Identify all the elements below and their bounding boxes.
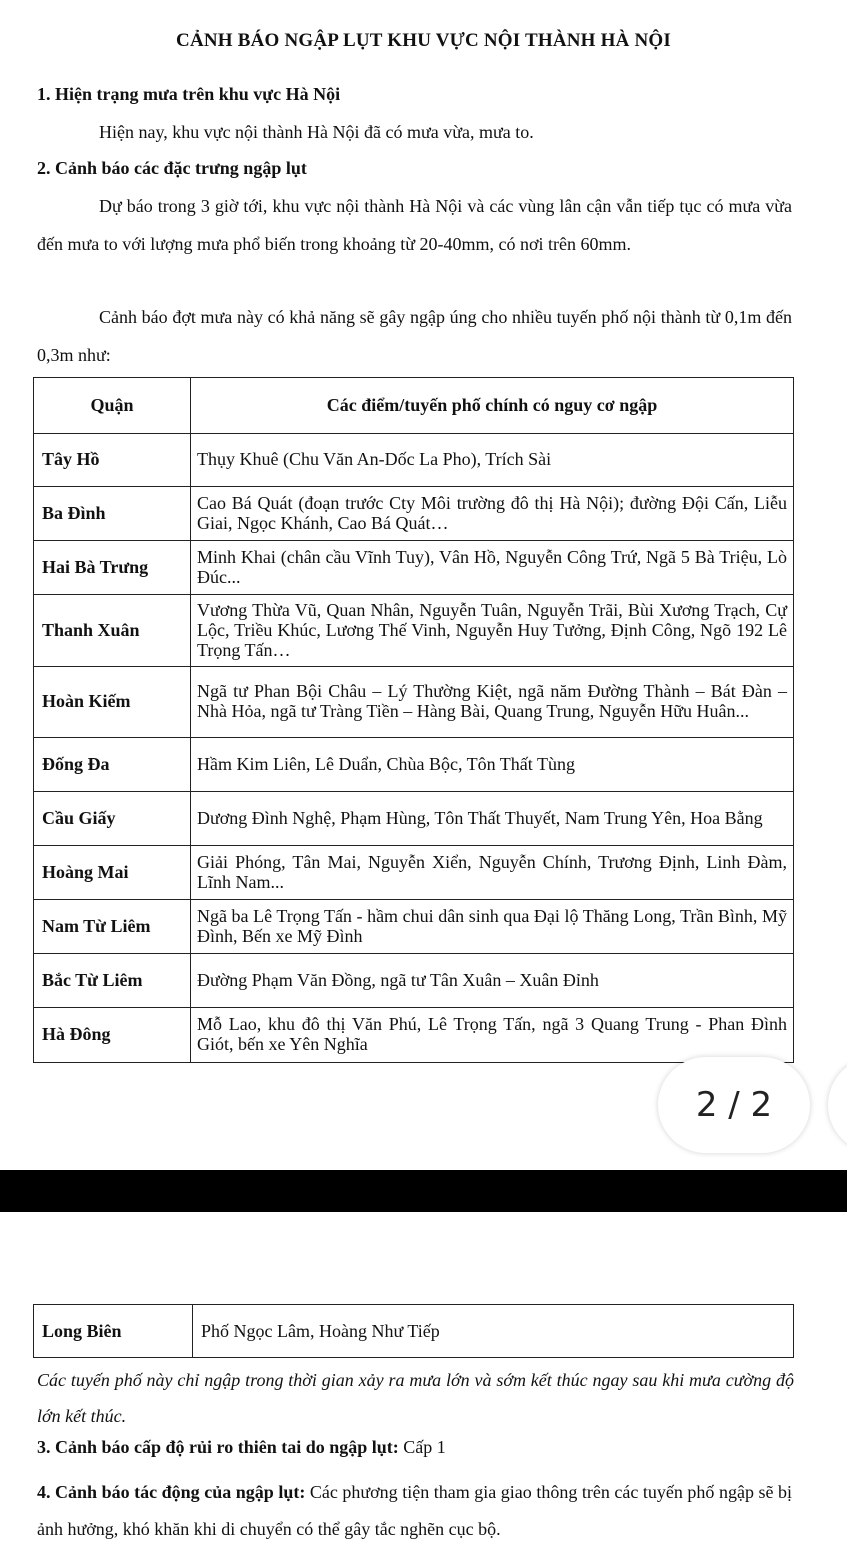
streets-cell: Ngã tư Phan Bội Châu – Lý Thường Kiệt, ngã năm Đường Thành – Bát Đàn – Nhà Hỏa, ngã tư Tràng Tiền – Hàng Bài, Quang Trung, Nguyễn Hữu Huân... — [191, 667, 794, 738]
section-3 — [37, 1437, 792, 1458]
streets-cell: Mỗ Lao, khu đô thị Văn Phú, Lê Trọng Tấn, ngã 3 Quang Trung - Phan Đình Giót, bến xe Yên Nghĩa — [191, 1008, 794, 1063]
table-row — [34, 954, 794, 1008]
table-note: Các tuyến phố này chỉ ngập trong thời gian xảy ra mưa lớn và sớm kết thúc ngay sau khi mưa cường độ lớn kết thúc. — [37, 1370, 794, 1426]
column-header-streets: Các điểm/tuyến phố chính có nguy cơ ngập — [191, 378, 794, 434]
district-cell: Hai Bà Trưng — [34, 541, 191, 595]
district-cell: Long Biên — [34, 1305, 193, 1358]
table-row — [34, 738, 794, 792]
table-row — [34, 1008, 794, 1063]
document-title: CẢNH BÁO NGẬP LỤT KHU VỰC NỘI THÀNH HÀ NỘI — [176, 30, 671, 51]
district-cell: Hoàng Mai — [34, 846, 191, 900]
table-row — [34, 595, 794, 667]
streets-cell: Hầm Kim Liên, Lê Duẩn, Chùa Bộc, Tôn Thất Tùng — [191, 738, 794, 792]
streets-cell: Giải Phóng, Tân Mai, Nguyễn Xiển, Nguyễn Chính, Trương Định, Linh Đàm, Lĩnh Nam... — [191, 846, 794, 900]
streets-cell: Minh Khai (chân cầu Vĩnh Tuy), Vân Hồ, Nguyễn Công Trứ, Ngã 5 Bà Triệu, Lò Đúc... — [191, 541, 794, 595]
district-cell: Tây Hồ — [34, 434, 191, 487]
flood-risk-table — [33, 377, 794, 1063]
district-cell: Hoàn Kiếm — [34, 667, 191, 738]
section-1-heading: 1. Hiện trạng mưa trên khu vực Hà Nội — [37, 84, 341, 104]
streets-cell: Cao Bá Quát (đoạn trước Cty Môi trường đô thị Hà Nội); đường Đội Cấn, Liễu Giai, Ngọc Khánh, Cao Bá Quát… — [191, 487, 794, 541]
next-page-button[interactable] — [828, 1057, 847, 1153]
section-1-text: Hiện nay, khu vực nội thành Hà Nội đã có mưa vừa, mưa to. — [99, 122, 534, 142]
district-cell: Đống Đa — [34, 738, 191, 792]
table-row — [34, 1305, 794, 1358]
table-row — [34, 434, 794, 487]
table-row — [34, 792, 794, 846]
streets-cell: Thụy Khuê (Chu Văn An-Dốc La Pho), Trích Sài — [191, 434, 794, 487]
section-4-text: Các phương tiện tham gia giao thông trên các tuyến phố ngập sẽ bị ảnh hưởng, khó khăn khi di chuyển có thể gây tắc nghẽn cục bộ. — [37, 1482, 793, 1539]
district-cell: Thanh Xuân — [34, 595, 191, 667]
table-row — [34, 541, 794, 595]
table-header-row — [34, 378, 794, 434]
section-2-heading: 2. Cảnh báo các đặc trưng ngập lụt — [37, 158, 307, 178]
table-row — [34, 846, 794, 900]
streets-cell: Phố Ngọc Lâm, Hoàng Như Tiếp — [193, 1305, 794, 1358]
section-4 — [37, 1474, 792, 1548]
section-2-paragraph-2: Cảnh báo đợt mưa này có khả năng sẽ gây ngập úng cho nhiều tuyến phố nội thành từ 0,1m đến 0,3m như: — [37, 307, 792, 365]
section-4-heading: 4. Cảnh báo tác động của ngập lụt: — [37, 1482, 306, 1502]
district-cell: Cầu Giấy — [34, 792, 191, 846]
streets-cell: Vương Thừa Vũ, Quan Nhân, Nguyễn Tuân, Nguyễn Trãi, Bùi Xương Trạch, Cự Lộc, Triều Khúc, Lương Thế Vinh, Nguyễn Huy Tưởng, Định Công, Ngõ 192 Lê Trọng Tấn… — [191, 595, 794, 667]
streets-cell: Đường Phạm Văn Đồng, ngã tư Tân Xuân – Xuân Đỉnh — [191, 954, 794, 1008]
column-header-district: Quận — [34, 378, 191, 434]
flood-risk-table-continued — [33, 1304, 794, 1358]
district-cell: Hà Đông — [34, 1008, 191, 1063]
table-row — [34, 667, 794, 738]
streets-cell: Ngã ba Lê Trọng Tấn - hầm chui dân sinh qua Đại lộ Thăng Long, Trần Bình, Mỹ Đình, Bến xe Mỹ Đình — [191, 900, 794, 954]
district-cell: Nam Từ Liêm — [34, 900, 191, 954]
section-3-heading: 3. Cảnh báo cấp độ rủi ro thiên tai do ngập lụt: — [37, 1437, 399, 1457]
district-cell: Ba Đình — [34, 487, 191, 541]
risk-level-value: Cấp 1 — [403, 1437, 446, 1457]
page-separator-bar — [0, 1170, 847, 1212]
table-row — [34, 487, 794, 541]
section-2-paragraph-1: Dự báo trong 3 giờ tới, khu vực nội thành Hà Nội và các vùng lân cận vẫn tiếp tục có mưa vừa đến mưa to với lượng mưa phổ biến trong khoảng từ 20-40mm, có nơi trên 60mm. — [37, 196, 792, 254]
page-indicator: 2 / 2 — [658, 1057, 810, 1153]
table-row — [34, 900, 794, 954]
district-cell: Bắc Từ Liêm — [34, 954, 191, 1008]
streets-cell: Dương Đình Nghệ, Phạm Hùng, Tôn Thất Thuyết, Nam Trung Yên, Hoa Bằng — [191, 792, 794, 846]
